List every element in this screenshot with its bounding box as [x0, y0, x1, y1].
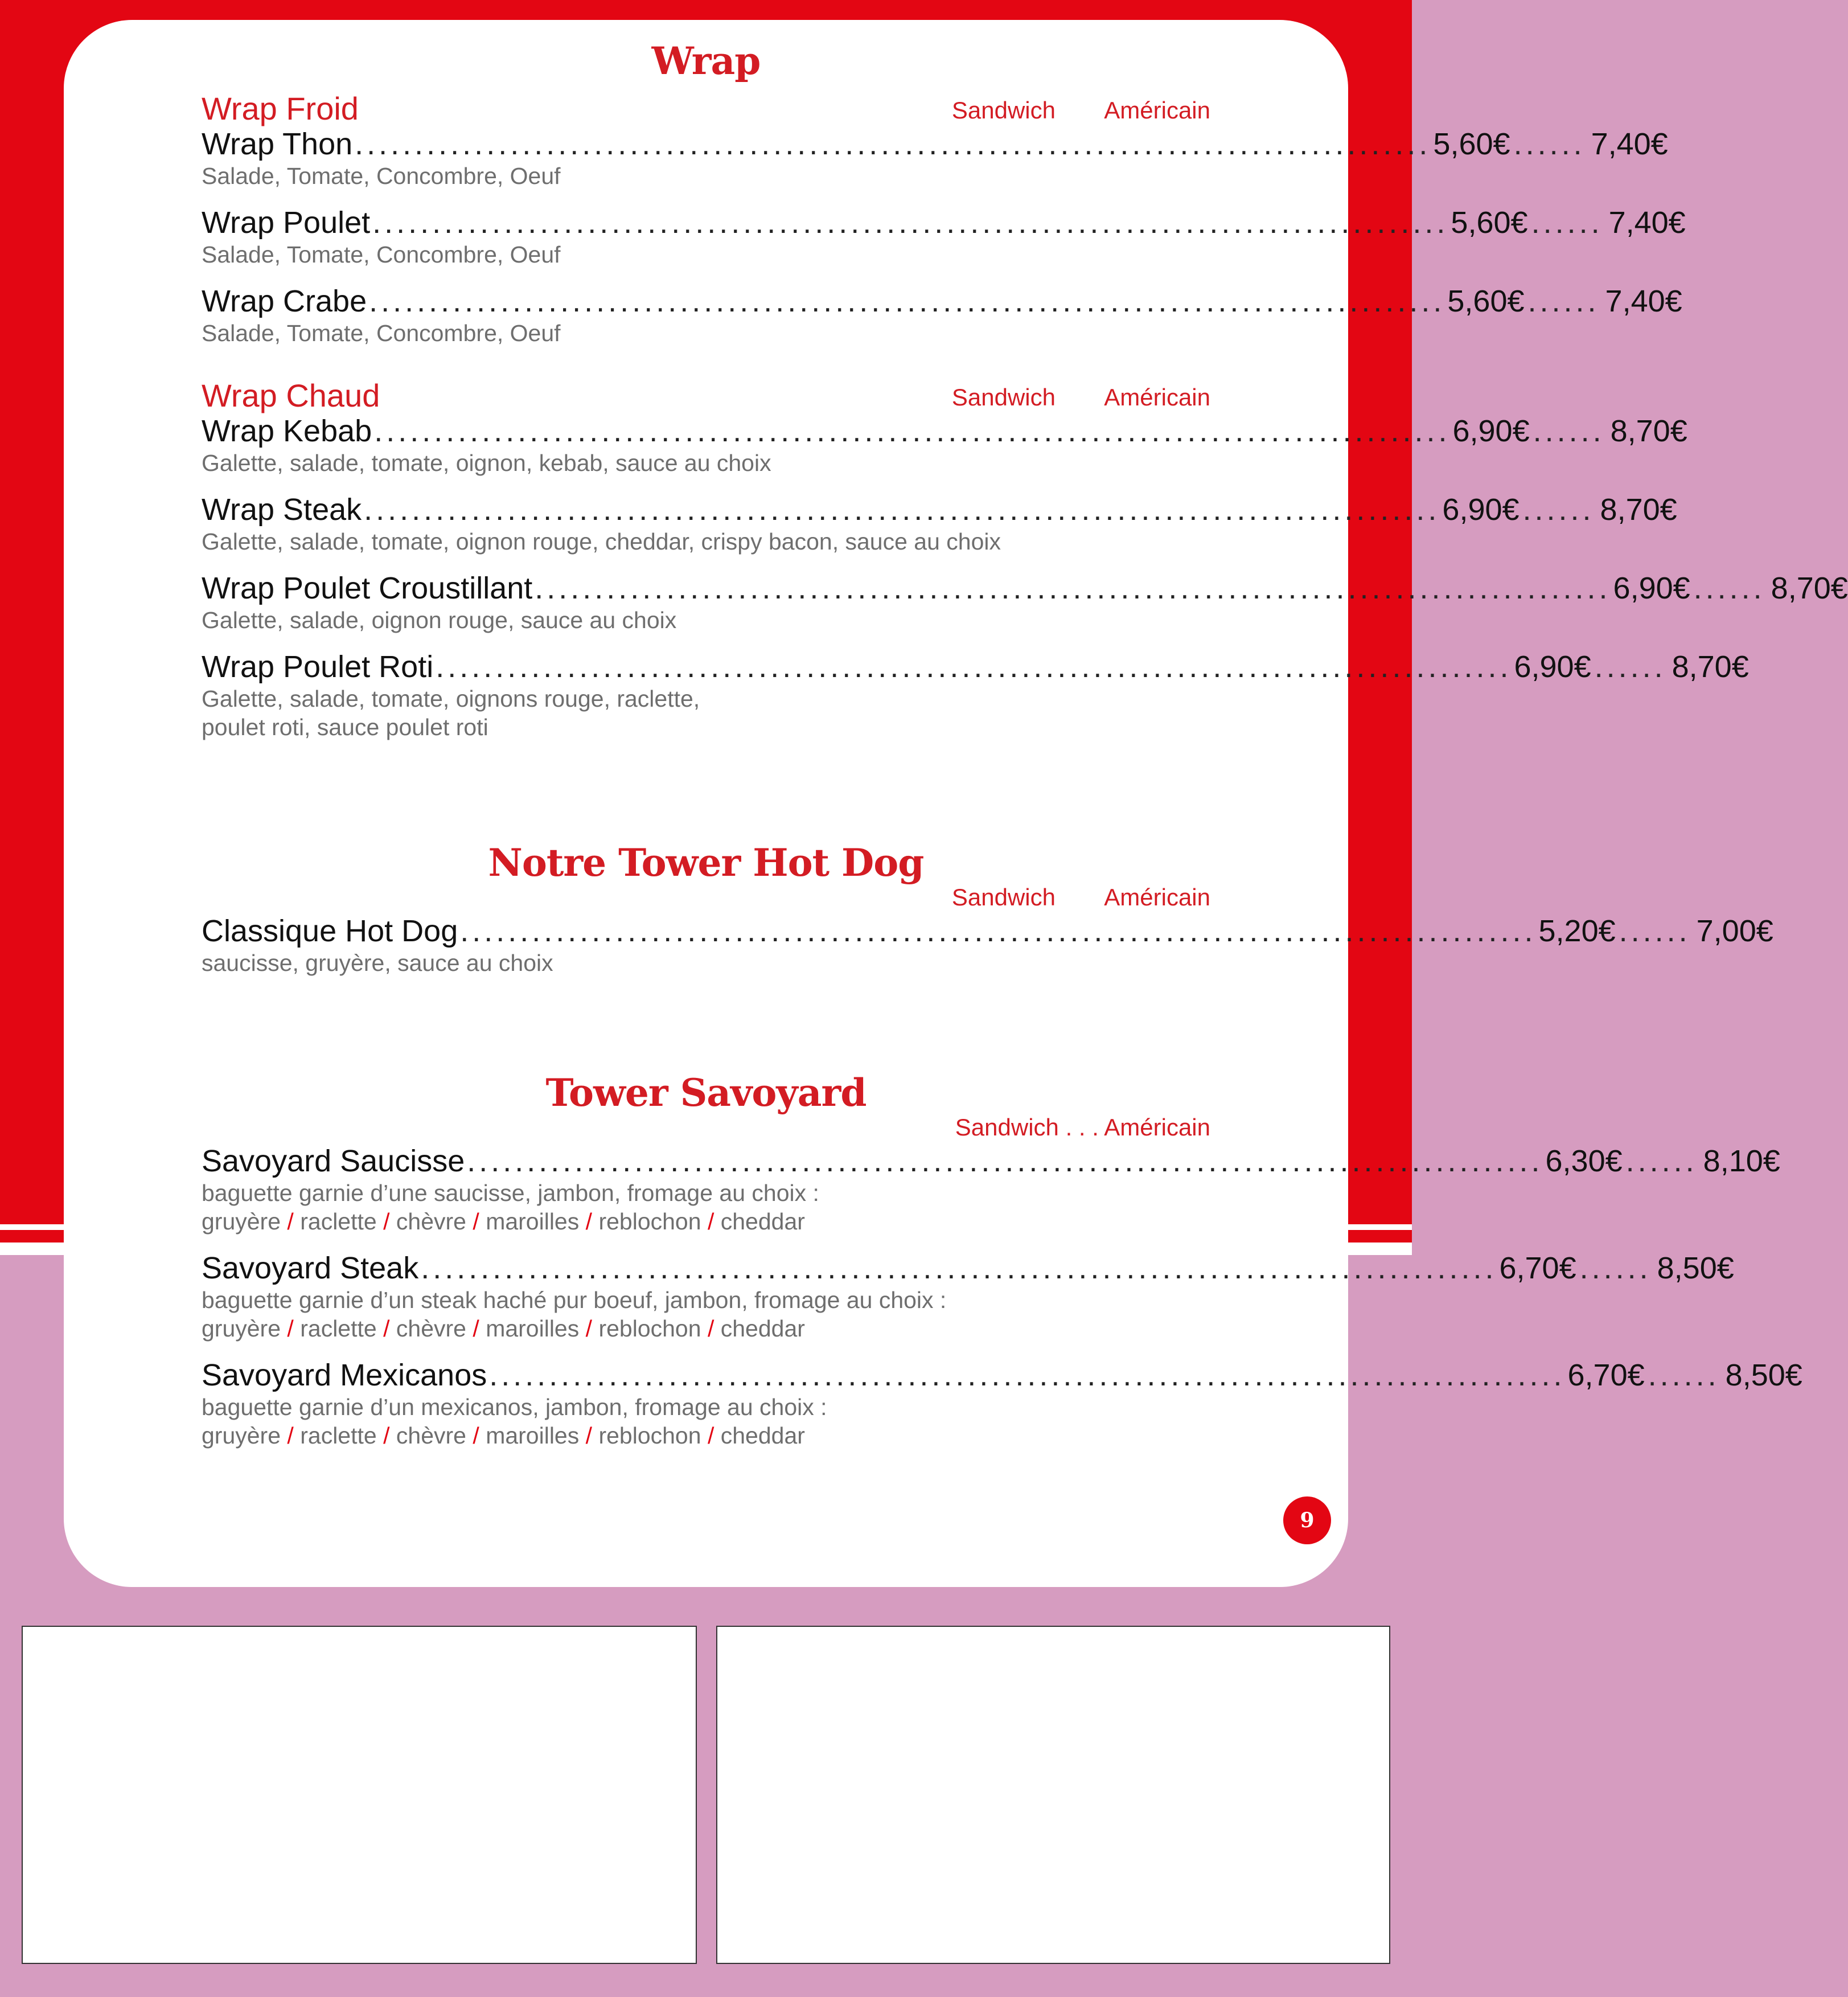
- page-number-badge: 9: [1283, 1496, 1331, 1544]
- price-sandwich: 6,70€: [1567, 1358, 1645, 1392]
- item-description: baguette garnie d’un steak haché pur boeuf, jambon, fromage au choix :: [202, 1287, 947, 1313]
- dot-leader: ..........................................................................................: [436, 650, 1512, 684]
- menu-item-wrap-poulet: [202, 205, 1686, 240]
- cheese-options: gruyère / raclette / chèvre / maroilles / reblochon / cheddar: [202, 1208, 805, 1235]
- item-name: Wrap Steak: [202, 493, 362, 527]
- price-americain: 7,40€: [1608, 206, 1686, 240]
- price-sandwich: 6,90€: [1442, 493, 1520, 527]
- price-americain: 8,50€: [1657, 1251, 1734, 1285]
- price-sandwich: 5,60€: [1447, 284, 1525, 318]
- item-description: baguette garnie d’un mexicanos, jambon, fromage au choix :: [202, 1394, 827, 1420]
- item-name: Classique Hot Dog: [202, 914, 458, 948]
- menu-item-savoyard-saucisse: [202, 1143, 1780, 1179]
- item-description: baguette garnie d’une saucisse, jambon, fromage au choix :: [202, 1180, 819, 1206]
- dot-leader: ......: [1533, 414, 1605, 448]
- menu-item-wrap-poulet-roti: [202, 649, 1749, 684]
- menu-item-wrap-thon: [202, 126, 1668, 162]
- column-header-sandwich: Sandwich: [951, 384, 1056, 411]
- price-sandwich: 6,90€: [1514, 650, 1591, 684]
- price-sandwich: 5,20€: [1538, 914, 1616, 948]
- price-americain: 8,50€: [1725, 1358, 1802, 1392]
- dot-leader: ..........................................................................................: [467, 1144, 1543, 1178]
- item-description: Salade, Tomate, Concombre, Oeuf: [202, 241, 561, 268]
- menu-item-wrap-steak: [202, 492, 1677, 527]
- price-americain: 8,70€: [1610, 414, 1687, 448]
- menu-item-wrap-crabe: [202, 284, 1682, 319]
- dot-leader: ..........................................................................................: [489, 1358, 1566, 1392]
- item-description: Galette, salade, tomate, oignon, kebab, sauce au choix: [202, 450, 771, 476]
- item-description: Galette, salade, tomate, oignons rouge, raclette,: [202, 686, 700, 712]
- dot-leader: ......: [1619, 914, 1691, 948]
- item-description: Salade, Tomate, Concombre, Oeuf: [202, 163, 561, 189]
- price-sandwich: 5,60€: [1433, 127, 1510, 161]
- dot-leader: ......: [1522, 493, 1595, 527]
- menu-item-savoyard-mexicanos: [202, 1358, 1802, 1393]
- item-name: Wrap Kebab: [202, 414, 372, 448]
- group-title-wrap-froid: Wrap Froid: [202, 91, 359, 126]
- item-description: saucisse, gruyère, sauce au choix: [202, 950, 553, 976]
- dot-leader: ..........................................................................................: [374, 414, 1451, 448]
- dot-leader: ......: [1648, 1358, 1720, 1392]
- section-title-hot-dog: Notre Tower Hot Dog: [488, 840, 924, 885]
- dot-leader: ..........................................................................................: [369, 284, 1445, 318]
- dot-leader: ..........................................................................................: [421, 1251, 1497, 1285]
- price-americain: 7,40€: [1605, 284, 1682, 318]
- menu-item-wrap-kebab: [202, 413, 1687, 449]
- price-sandwich: 6,70€: [1499, 1251, 1576, 1285]
- item-name: Wrap Poulet Roti: [202, 650, 434, 684]
- menu-item-savoyard-steak: [202, 1250, 1734, 1286]
- dot-leader: ......: [1527, 284, 1600, 318]
- dot-leader: ..........................................................................................: [355, 127, 1431, 161]
- price-americain: 7,40€: [1591, 127, 1668, 161]
- price-sandwich: 6,90€: [1452, 414, 1530, 448]
- price-sandwich: 6,30€: [1545, 1144, 1623, 1178]
- item-name: Savoyard Saucisse: [202, 1144, 465, 1178]
- item-name: Savoyard Steak: [202, 1251, 419, 1285]
- menu-item-classique-hot-dog: [202, 913, 1773, 949]
- section-title-savoyard: Tower Savoyard: [545, 1071, 866, 1115]
- price-sandwich: 5,60€: [1451, 206, 1528, 240]
- item-name: Wrap Crabe: [202, 284, 367, 318]
- blank-panel-right: [716, 1626, 1390, 1964]
- group-title-wrap-chaud: Wrap Chaud: [202, 378, 380, 413]
- item-name: Wrap Poulet: [202, 206, 371, 240]
- dot-leader: ..........................................................................................: [460, 914, 1537, 948]
- column-header-americain: Américain: [1104, 384, 1210, 411]
- dot-leader: ......: [1625, 1144, 1698, 1178]
- column-header-sandwich-americain: Sandwich . . . Américain: [955, 1114, 1210, 1141]
- price-americain: 7,00€: [1696, 914, 1773, 948]
- dot-leader: ......: [1594, 650, 1666, 684]
- column-header-sandwich: Sandwich: [951, 97, 1056, 124]
- column-header-americain: Américain: [1104, 884, 1210, 911]
- cheese-options: gruyère / raclette / chèvre / maroilles / reblochon / cheddar: [202, 1315, 805, 1342]
- column-header-sandwich: Sandwich: [951, 884, 1056, 911]
- item-description: poulet roti, sauce poulet roti: [202, 714, 488, 740]
- cheese-options: gruyère / raclette / chèvre / maroilles / reblochon / cheddar: [202, 1422, 805, 1449]
- section-title-wrap: Wrap: [651, 39, 761, 83]
- menu-item-wrap-poulet-croustillant: [202, 571, 1848, 606]
- dot-leader: ......: [1531, 206, 1603, 240]
- column-header-americain: Américain: [1104, 97, 1210, 124]
- dot-leader: ..........................................................................................: [372, 206, 1449, 240]
- price-americain: 8,70€: [1771, 571, 1848, 605]
- item-description: Galette, salade, oignon rouge, sauce au choix: [202, 607, 677, 633]
- price-americain: 8,70€: [1600, 493, 1677, 527]
- dot-leader: ......: [1513, 127, 1586, 161]
- price-sandwich: 6,90€: [1613, 571, 1690, 605]
- item-description: Galette, salade, tomate, oignon rouge, cheddar, crispy bacon, sauce au choix: [202, 528, 1001, 555]
- item-name: Wrap Thon: [202, 127, 353, 161]
- dot-leader: ......: [1579, 1251, 1652, 1285]
- dot-leader: ..........................................................................................: [535, 571, 1611, 605]
- dot-leader: ..........................................................................................: [364, 493, 1440, 527]
- item-name: Savoyard Mexicanos: [202, 1358, 487, 1392]
- blank-panel-left: [22, 1626, 697, 1964]
- item-description: Salade, Tomate, Concombre, Oeuf: [202, 320, 561, 346]
- price-americain: 8,10€: [1703, 1144, 1780, 1178]
- dot-leader: ......: [1693, 571, 1765, 605]
- price-americain: 8,70€: [1672, 650, 1749, 684]
- item-name: Wrap Poulet Croustillant: [202, 571, 533, 605]
